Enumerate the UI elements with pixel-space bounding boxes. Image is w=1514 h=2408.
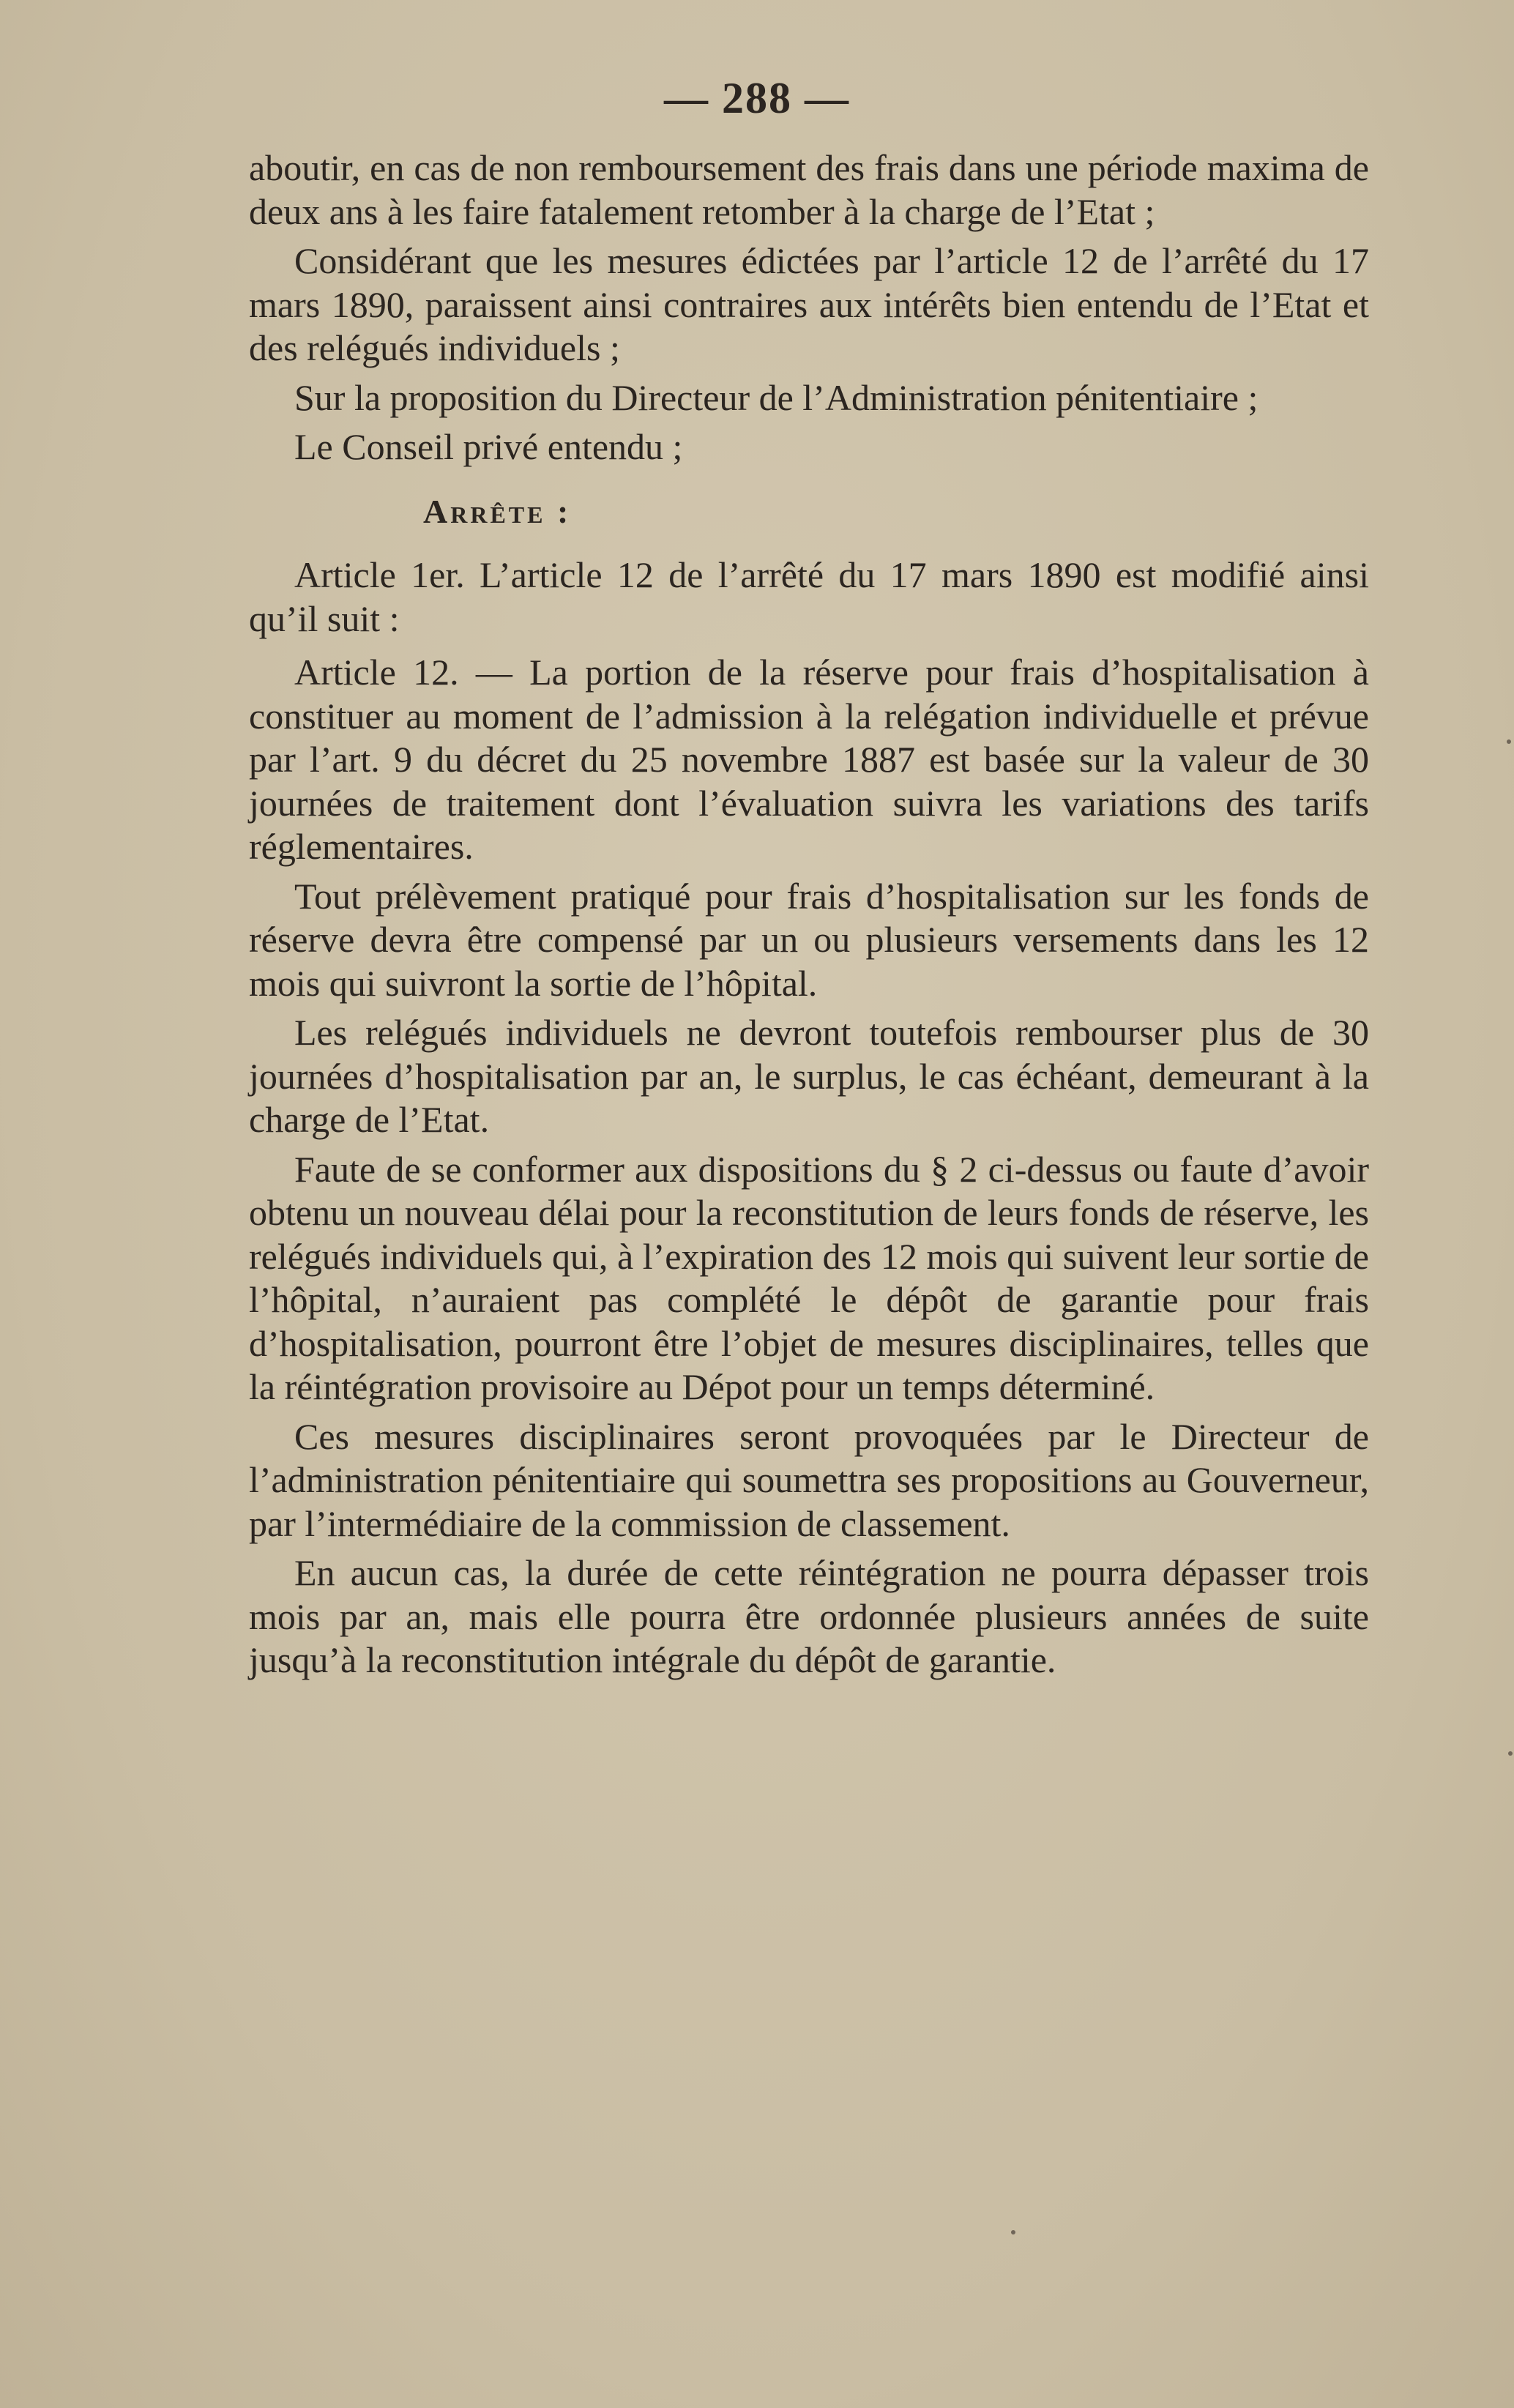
ink-speck <box>1508 1751 1513 1756</box>
article-12-paragraph-4: Faute de se conformer aux dispositions du § 2 ci-dessus ou faute d’avoir obtenu un nouveau délai pour la reconstitution de leurs fonds de réserve, les relégués individuels qui, à l’expiration des 12 mois qui suivent leur sortie de l’hôpital, n’auraient pas complété le dépôt de garantie pour frais d’hospitalisation, pourront être l’objet de mesures disciplinaires, telles que la réintégration provisoire au Dépot pour un temps déterminé. <box>249 1148 1369 1407</box>
ink-speck <box>1011 2230 1015 2234</box>
paragraph-considerant: Considérant que les mesures édictées par l’article 12 de l’arrêté du 17 mars 1890, paraissent ainsi contraires aux intérêts bien entendu de l’Etat et des relégués individuels ; <box>249 240 1369 368</box>
body-text <box>249 146 1369 1688</box>
article-12-paragraph-3: Les relégués individuels ne devront toutefois rembourser plus de 30 journées d’hospitalisation par an, le surplus, le cas échéant, demeurant à la charge de l’Etat. <box>249 1012 1369 1140</box>
ink-speck <box>1507 739 1511 744</box>
paragraph-intro: aboutir, en cas de non remboursement des frais dans une période maxima de deux ans à les faire fatalement retomber à la charge de l’Etat ; <box>249 147 1369 232</box>
paragraph-proposition: Sur la proposition du Directeur de l’Administration pénitentiaire ; <box>294 376 1258 418</box>
paragraph-conseil: Le Conseil privé entendu ; <box>294 426 683 467</box>
article-12-paragraph-6: En aucun cas, la durée de cette réintégration ne pourra dépasser trois mois par an, mais elle pourra être ordonnée plusieurs années de suite jusqu’à la reconstitution intégrale du dépôt de garantie. <box>249 1552 1369 1680</box>
article-12-paragraph-1: Article 12. — La portion de la réserve pour frais d’hospitalisation à constituer au moment de l’admission à la relégation individuelle et prévue par l’art. 9 du décret du 25 novembre 1887 est basée sur la valeur de 30 journées de traitement dont l’évaluation suivra les variations des tarifs réglementaires. <box>249 652 1369 867</box>
section-heading: Arrête : <box>423 492 572 530</box>
article-12-paragraph-2: Tout prélèvement pratiqué pour frais d’hospitalisation sur les fonds de réserve devra être compensé par un ou plusieurs versements dans les 12 mois qui suivront la sortie de l’hôpital. <box>249 875 1369 1004</box>
article-1: Article 1er. L’article 12 de l’arrêté du 17 mars 1890 est modifié ainsi qu’il suit : <box>249 554 1369 639</box>
page-number: — 288 — <box>664 74 850 122</box>
article-12-paragraph-5: Ces mesures disciplinaires seront provoquées par le Directeur de l’administration pénitentiaire qui soumettra ses propositions au Gouverneur, par l’intermédiaire de la commission de classement. <box>249 1415 1369 1544</box>
